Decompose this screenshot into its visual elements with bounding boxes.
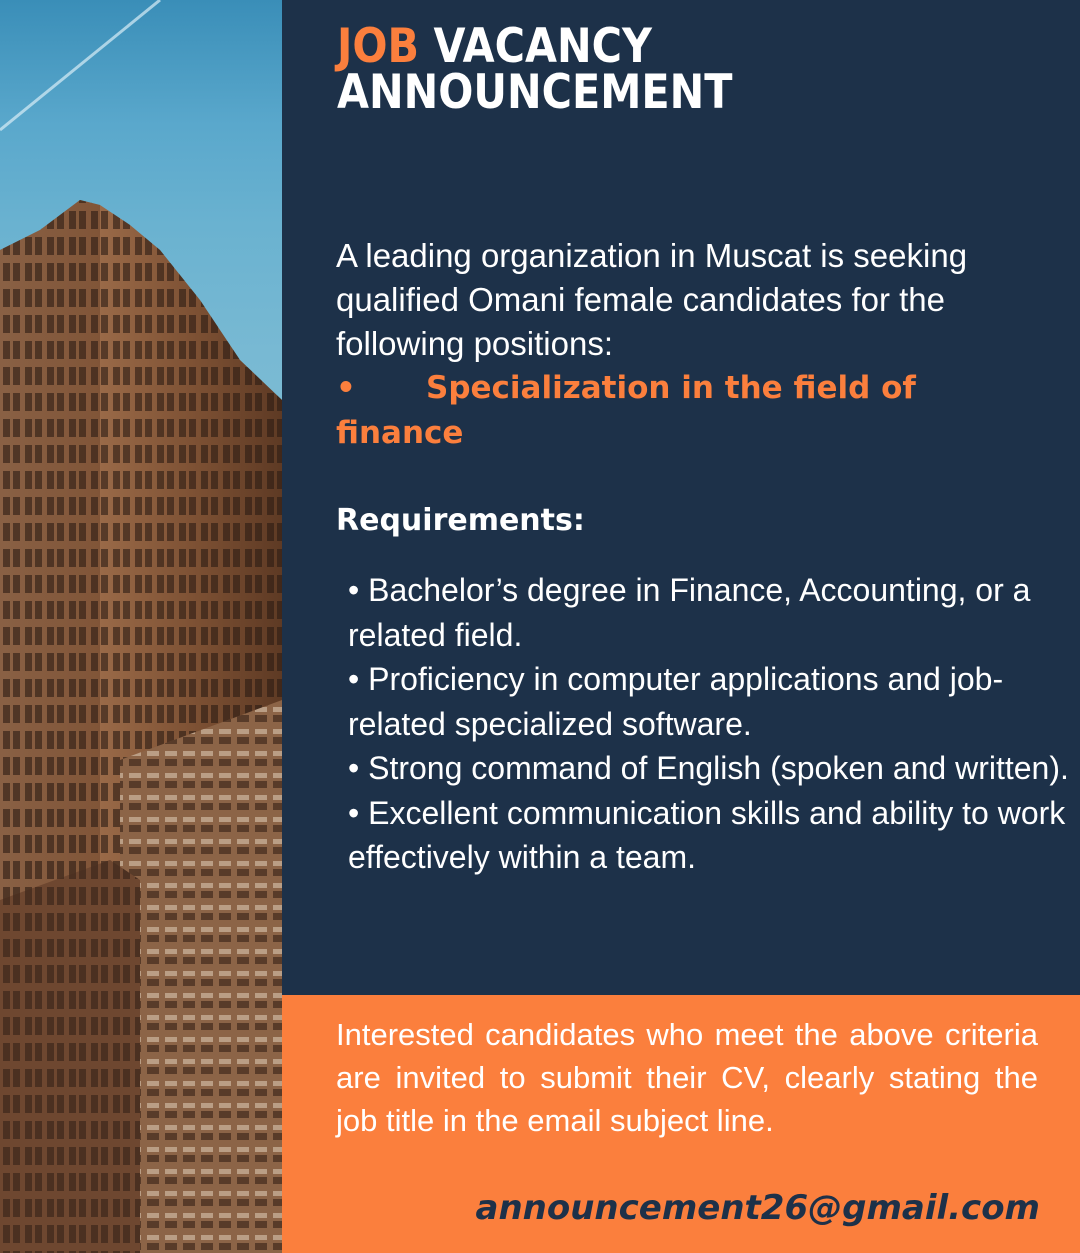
application-instructions: Interested candidates who meet the above criteria are invited to submit their CV, clearly stating the job title in the email subject line. [336, 1017, 1038, 1138]
headline-rest: VACANCY [419, 19, 652, 74]
requirement-item: • Excellent communication skills and ability to work effectively within a team. [348, 794, 1066, 875]
requirement-item: • Proficiency in computer applications and job-related specialized software. [348, 661, 1004, 742]
headline-accent: JOB [337, 19, 420, 74]
position-title: Specialization in the field of finance [336, 370, 916, 451]
skyscraper-illustration [0, 0, 282, 1253]
contact-email[interactable]: announcement26@gmail.com [475, 1188, 1040, 1228]
requirement-item: • Bachelor’s degree in Finance, Accounting, or a related field. [348, 572, 1031, 653]
position-bullet: • [336, 370, 356, 406]
intro-text: A leading organization in Muscat is seeking qualified Omani female candidates for the following positions: [336, 237, 968, 362]
requirements-list [348, 568, 1078, 880]
position-item [336, 366, 1036, 456]
requirements-title: Requirements: [336, 503, 585, 538]
requirement-item: • Strong command of English (spoken and written). [348, 750, 1069, 786]
headline-line2: ANNOUNCEMENT [337, 65, 733, 120]
building-photo [0, 0, 282, 1253]
headline [337, 19, 733, 120]
